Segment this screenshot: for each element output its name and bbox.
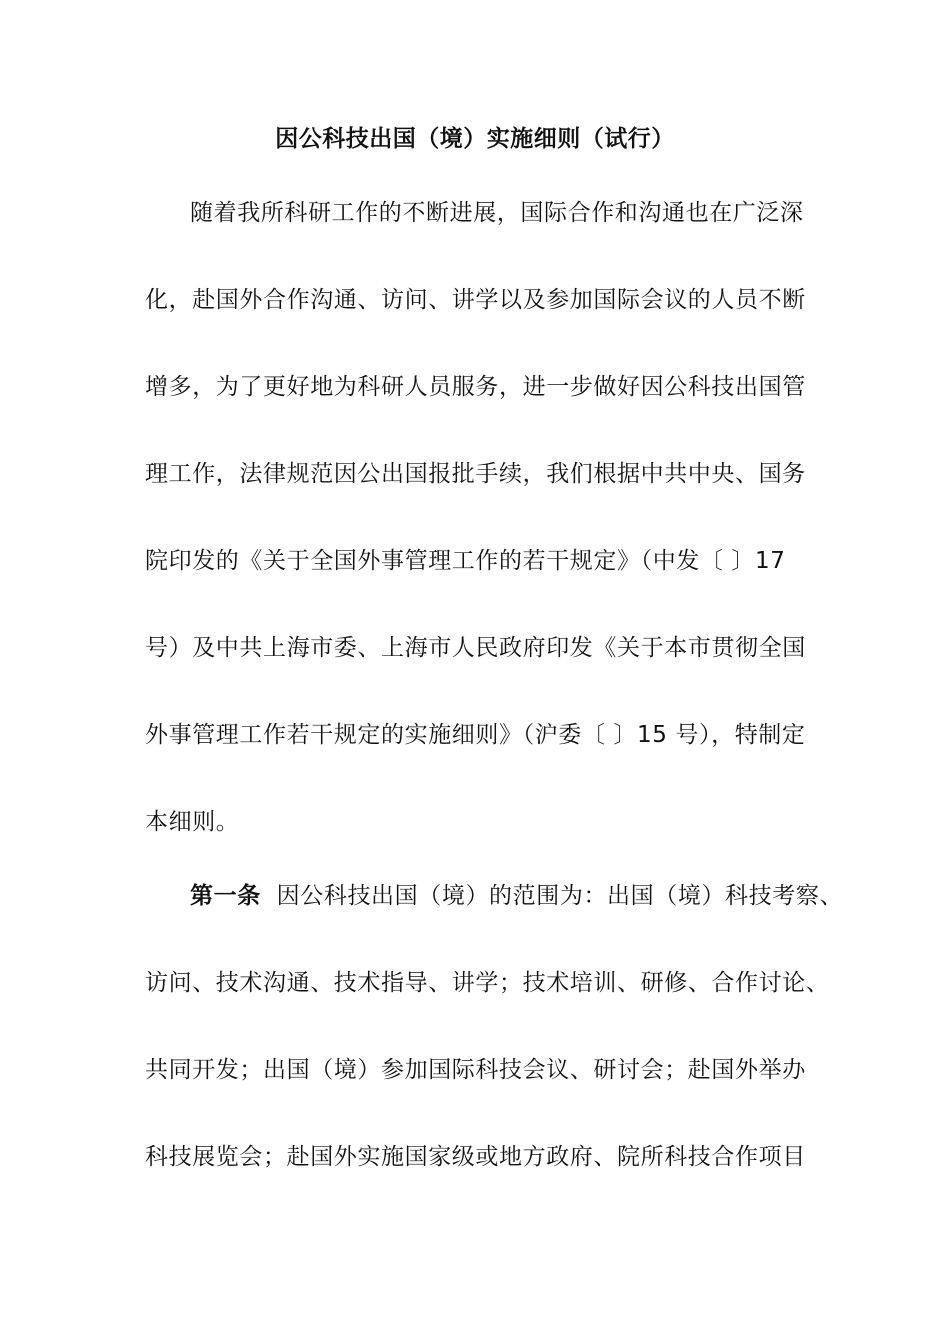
preamble-line: 院印发的《关于全国外事管理工作的若干规定》（中发〔 〕17 xyxy=(145,548,786,574)
article-1-text: 因公科技出国（境）的范围为：出国（境）科技考察、 xyxy=(276,883,844,909)
preamble-line: 理工作，法律规范因公出国报批手续，我们根据中共中央、国务 xyxy=(145,461,806,487)
article-1-heading: 第一条 xyxy=(190,883,261,909)
preamble-line: 外事管理工作若干规定的实施细则》（沪委〔 〕15 号），特制定 xyxy=(145,722,806,748)
article-1-first-line xyxy=(190,879,843,913)
preamble-line: 本细则。 xyxy=(145,809,240,835)
document-title: 因公科技出国（境）实施细则（试行） xyxy=(275,126,675,152)
preamble-line: 增多，为了更好地为科研人员服务，进一步做好因公科技出国管 xyxy=(145,374,806,400)
preamble-line: 号）及中共上海市委、上海市人民政府印发《关于本市贯彻全国 xyxy=(145,635,806,661)
article-1-line: 访问、技术沟通、技术指导、讲学；技术培训、研修、合作讨论、 xyxy=(145,970,830,996)
preamble-line: 随着我所科研工作的不断进展，国际合作和沟通也在广泛深 xyxy=(190,200,804,226)
preamble-line: 化，赴国外合作沟通、访问、讲学以及参加国际会议的人员不断 xyxy=(145,287,806,313)
article-1-line: 科技展览会；赴国外实施国家级或地方政府、院所科技合作项目 xyxy=(145,1144,806,1170)
article-1-line: 共同开发；出国（境）参加国际科技会议、研讨会；赴国外举办 xyxy=(145,1057,806,1083)
